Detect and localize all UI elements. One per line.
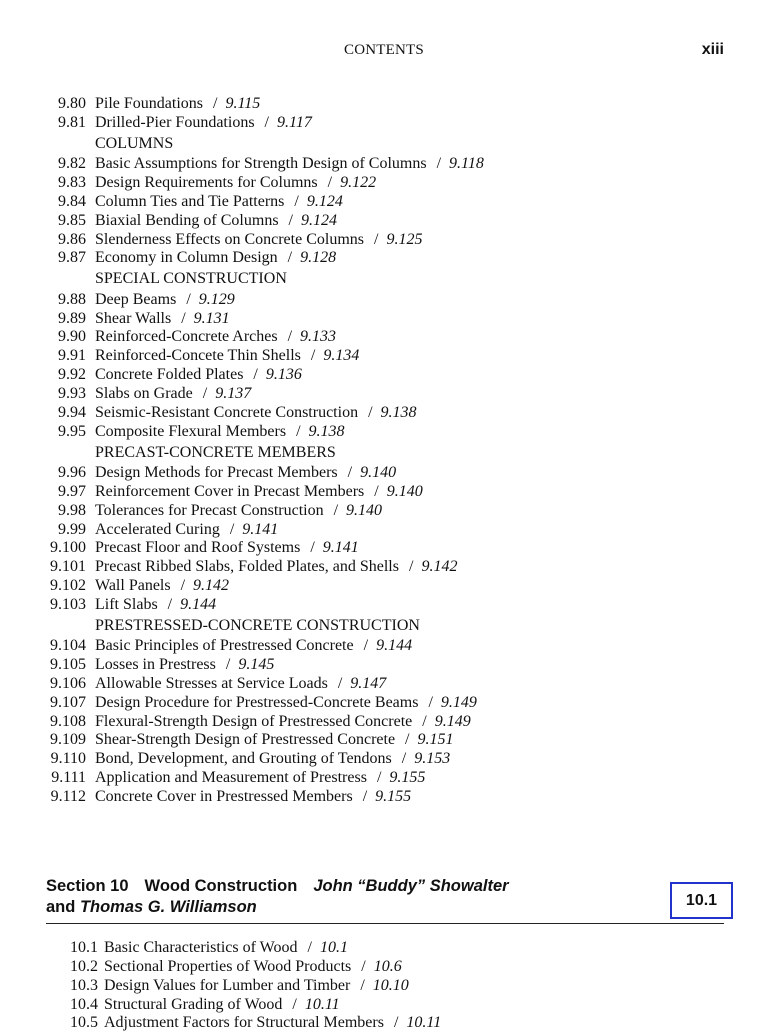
toc-entry-text [104,958,402,977]
toc-entry-text [104,996,340,1015]
toc-separator: / [337,674,343,692]
toc-entry[interactable] [0,939,768,958]
toc-entry-page: 9.134 [323,347,360,365]
toc-entry-number: 9.97 [58,482,86,500]
toc-separator: / [405,731,410,749]
toc-entry-text [95,675,386,694]
toc-entry[interactable] [0,977,768,996]
toc-entry-text [95,539,359,558]
toc-group-heading-text: SPECIAL CONSTRUCTION [95,270,287,288]
toc-entry-number: 10.4 [70,995,98,1013]
toc-entry-page: 9.155 [389,769,426,787]
toc-entry-title: Pile Foundations [95,95,204,112]
toc-entry-number: 9.98 [58,501,86,519]
toc-separator: / [307,939,312,956]
section-name: Wood Construction [144,877,298,895]
toc-entry-text [95,174,376,193]
toc-entry[interactable] [0,291,768,310]
toc-entry-number: 9.91 [58,347,86,365]
toc-separator: / [363,637,369,655]
toc-entry-text [95,502,382,521]
toc-group-heading-text: PRESTRESSED-CONCRETE CONSTRUCTION [95,616,420,634]
toc-entry-page: 9.142 [421,558,458,576]
toc-entry-page: 9.140 [346,501,383,519]
toc-entry-number: 9.94 [58,403,86,421]
toc-entry-text [95,423,345,442]
toc-entry-title: Reinforcement Cover in Precast Members [95,482,365,500]
toc-entry[interactable] [0,95,768,114]
toc-entry-number: 9.93 [58,384,86,402]
toc-separator: / [225,656,231,674]
toc-entry-text [95,713,471,732]
toc-entry-page: 9.140 [360,464,397,481]
toc-entry[interactable] [0,155,768,174]
toc-entry-number: 10.1 [70,939,98,956]
toc-entry-number: 9.108 [50,712,86,730]
toc-entry-title: Design Requirements for Columns [95,174,318,192]
toc-entry-title: Design Methods for Precast Members [95,464,338,481]
running-head: CONTENTS [344,42,424,58]
toc-separator: / [202,384,208,402]
toc-entry-page: 9.144 [180,595,217,613]
toc-entry-title: Deep Beams [95,290,177,308]
toc-entry-title: Structural Grading of Wood [104,995,283,1013]
toc-separator: / [294,192,299,210]
toc-entry-text [95,155,484,174]
toc-entry-page: 9.141 [242,520,279,538]
toc-entry-number: 9.89 [58,309,86,327]
toc-separator: / [327,174,333,192]
toc-entry-number: 9.80 [58,95,86,112]
toc-entry-title: Seismic-Resistant Concrete Construction [95,403,359,421]
toc-entry-text [95,231,422,250]
toc-entry[interactable] [0,193,768,212]
toc-entry[interactable] [0,249,768,268]
toc-entry-number: 9.104 [50,637,86,655]
toc-entry-title: Bond, Development, and Grouting of Tendons [95,750,392,768]
section-10-heading [46,876,724,918]
toc-entry-text [95,310,230,329]
toc-separator: / [287,328,293,346]
toc-entry[interactable] [0,483,768,502]
toc-entry[interactable] [0,385,768,404]
toc-entry-page: 9.115 [225,95,261,112]
toc-separator: / [310,539,315,557]
toc-entry[interactable] [0,656,768,675]
toc-entry[interactable] [0,521,768,540]
toc-entry-text [95,404,417,423]
toc-separator: / [292,995,297,1013]
toc-entry-title: Reinforced-Concrete Arches [95,328,278,346]
toc-entry[interactable] [0,694,768,713]
toc-entry-page: 9.138 [380,403,417,421]
toc-separator: / [253,366,258,384]
toc-entry-page: 9.136 [265,366,302,384]
toc-entry-page: 9.149 [434,712,471,730]
section-label: Section 10 [46,877,129,895]
toc-separator: / [436,155,442,173]
toc-entry-text [95,328,336,347]
toc-separator: / [310,347,316,365]
toc-entry-text [95,577,229,596]
toc-entry-title: Precast Floor and Roof Systems [95,539,301,557]
toc-entry-text [104,939,348,958]
section-author-1: John “Buddy” Showalter [313,877,509,895]
toc-entry-text [95,291,235,310]
toc-entry-page: 9.137 [215,384,252,402]
toc-entry-page: 9.133 [300,328,337,346]
toc-entry-number: 9.96 [58,464,86,481]
toc-entry-page: 9.122 [340,174,377,192]
toc-entry-number: 10.2 [70,957,98,975]
toc-group-heading-text: PRECAST-CONCRETE MEMBERS [95,443,336,461]
toc-entry-page: 9.149 [440,693,477,711]
toc-entry-number: 9.105 [50,656,86,674]
toc-entry-text [95,483,423,502]
toc-entry-title: Lift Slabs [95,595,158,613]
toc-separator: / [186,290,191,308]
toc-entry-title: Allowable Stresses at Service Loads [95,674,328,692]
toc-entry-page: 9.124 [301,211,337,229]
toc-separator: / [368,403,373,421]
toc-entry-text [95,95,260,114]
toc-entry-number: 10.3 [70,976,98,994]
toc-entry[interactable] [0,347,768,366]
toc-separator: / [347,464,353,481]
toc-entry[interactable] [0,114,768,133]
toc-entry-text [95,385,251,404]
toc-entry-number: 9.83 [58,174,86,192]
toc-entry-number: 9.110 [50,750,86,768]
toc-entry[interactable] [0,423,768,442]
toc-entry-title: Composite Flexural Members [95,422,287,440]
toc-separator: / [333,501,339,519]
toc-entry-page: 9.141 [322,539,359,557]
toc-entry-title: Economy in Column Design [95,249,278,267]
toc-entry-number: 9.106 [50,674,86,692]
toc-entry-number: 9.82 [58,155,86,173]
toc-entry-number: 9.100 [50,539,86,557]
toc-entry[interactable] [0,713,768,732]
toc-separator: / [167,595,173,613]
toc-entry-number: 9.85 [58,211,86,229]
toc-entry-number: 9.99 [58,520,86,538]
toc-separator: / [428,693,433,711]
toc-entry[interactable] [0,675,768,694]
toc-entry-number: 9.112 [50,788,86,805]
toc-entry-title: Drilled-Pier Foundations [95,113,255,131]
toc-entry-title: Flexural-Strength Design of Prestressed Concrete [95,712,413,730]
toc-separator: / [373,230,379,248]
toc-entry-number: 9.84 [58,192,86,210]
toc-entry-title: Adjustment Factors for Structural Members [104,1014,384,1032]
toc-separator: / [393,1014,399,1032]
toc-entry-title: Basic Characteristics of Wood [104,939,298,956]
page-header [0,41,768,61]
toc-entry-page: 9.142 [193,577,230,595]
toc-entry-text [95,637,412,656]
toc-entry-page: 9.140 [386,482,423,500]
toc-entry[interactable] [0,958,768,977]
section-page-link[interactable]: 10.1 [670,882,733,919]
toc-entry-title: Application and Measurement of Prestress [95,769,367,787]
toc-entry-title: Concrete Cover in Prestressed Members [95,788,353,805]
toc-entry[interactable] [0,212,768,231]
toc-entry-text [95,521,278,540]
toc-separator: / [287,249,293,267]
toc-group-heading [0,442,768,465]
toc-entry-title: Wall Panels [95,577,171,595]
toc-entry-title: Reinforced-Concete Thin Shells [95,347,301,365]
toc-entry-title: Precast Ribbed Slabs, Folded Plates, and Shells [95,558,399,576]
toc-entry[interactable] [0,996,768,1015]
toc-entry-title: Biaxial Bending of Columns [95,211,279,229]
toc-entry-number: 9.101 [50,558,86,576]
toc-entry-number: 9.81 [58,113,86,131]
toc-entry-number: 9.107 [50,693,86,711]
toc-entry-title: Sectional Properties of Wood Products [104,957,352,975]
toc-entry-title: Shear Walls [95,309,172,327]
toc-separator: / [181,309,186,327]
toc-entry-text [95,769,425,788]
toc-entry-title: Shear-Strength Design of Prestressed Concrete [95,731,396,749]
toc-entry-text [104,977,409,996]
toc-entry-title: Basic Principles of Prestressed Concrete [95,637,354,655]
toc-entry-text [95,193,343,212]
toc-entry[interactable] [0,366,768,385]
toc-entry-title: Accelerated Curing [95,520,220,538]
toc-entry[interactable] [0,464,768,483]
toc-entry[interactable] [0,231,768,250]
toc-entry-title: Concrete Folded Plates [95,366,244,384]
toc-entry-title: Losses in Prestress [95,656,216,674]
section-and: and [46,898,76,916]
toc-separator: / [229,520,235,538]
toc-entry-number: 9.92 [58,366,86,384]
toc-entry-page: 9.145 [238,656,275,674]
toc-entry-text [95,731,454,750]
toc-entry-title: Slabs on Grade [95,384,193,402]
toc-entry[interactable] [0,637,768,656]
toc-entry[interactable] [0,174,768,193]
toc-entry-number: 9.86 [58,230,86,248]
toc-separator: / [361,957,366,975]
toc-entry-page: 9.138 [308,422,345,440]
toc-entry-page: 9.155 [375,788,412,805]
toc-entry-text [95,347,359,366]
toc-entry-text [95,656,274,675]
toc-group-heading [0,615,768,638]
toc-entry-text [95,366,302,385]
toc-entry[interactable] [0,539,768,558]
toc-entry-number: 9.103 [50,595,86,613]
toc-entry-text [95,249,336,268]
toc-entry-title: Design Values for Lumber and Timber [104,976,351,994]
toc-entry[interactable] [0,502,768,521]
toc-entry-title: Column Ties and Tie Patterns [95,192,285,210]
toc-entry-text [95,694,477,713]
toc-separator: / [213,95,218,112]
toc-entry[interactable] [0,404,768,423]
toc-separator: / [422,712,427,730]
toc-entry[interactable] [0,577,768,596]
toc-entry-page: 9.128 [300,249,337,267]
toc-entry-title: Slenderness Effects on Concrete Columns [95,230,364,248]
toc-group-heading [0,268,768,291]
toc-entry-text [95,212,337,231]
section-divider [46,923,724,924]
toc-separator: / [296,422,301,440]
toc-entry[interactable] [0,750,768,769]
toc-entry-number: 10.5 [70,1014,98,1032]
toc-separator: / [360,976,365,994]
toc-entry-page: 9.125 [386,230,423,248]
toc-entry-page: 9.117 [277,113,312,131]
toc-entry-page: 9.147 [350,674,387,692]
toc-separator: / [408,558,414,576]
toc-separator: / [288,211,293,229]
toc-entry-page: 9.129 [198,290,235,308]
toc-group-heading [0,133,768,156]
toc-entry-text [95,750,450,769]
toc-separator: / [264,113,269,131]
toc-entry-text [95,558,457,577]
toc-entry[interactable] [0,769,768,788]
toc-entry-page: 10.11 [406,1014,442,1032]
toc-entry-number: 9.88 [58,290,86,308]
page-number: xiii [701,41,724,58]
toc-entry-title: Design Procedure for Prestressed-Concrete Beams [95,693,419,711]
toc-entry-title: Basic Assumptions for Strength Design of Columns [95,155,427,173]
toc-entry-page: 10.1 [319,939,348,956]
toc-entry-text [95,464,396,483]
toc-entry[interactable] [0,788,768,807]
toc-entry-number: 9.102 [50,577,86,595]
table-of-contents [0,95,768,807]
toc-entry-page: 9.124 [306,192,343,210]
toc-entry-title: Tolerances for Precast Construction [95,501,324,519]
toc-entry-page: 9.151 [417,731,454,749]
section-author-2: Thomas G. Williamson [79,898,257,916]
toc-separator: / [374,482,379,500]
toc-entry-page: 9.144 [376,637,413,655]
toc-entry-text [95,596,216,615]
toc-entry-page: 10.11 [304,995,340,1013]
toc-entry-page: 9.153 [414,750,451,768]
toc-entry-text [95,788,411,807]
toc-entry-number: 9.111 [51,769,86,787]
toc-entry-page: 10.6 [373,957,402,975]
toc-entry-number: 9.90 [58,328,86,346]
toc-entry-page: 10.10 [372,976,409,994]
toc-entry-number: 9.109 [50,731,86,749]
toc-entry-page: 9.131 [193,309,230,327]
toc-separator: / [362,788,368,805]
toc-separator: / [180,577,186,595]
section-title [46,876,724,918]
toc-entry-number: 9.95 [58,422,86,440]
section-10-contents [0,939,768,1033]
toc-entry[interactable] [0,731,768,750]
toc-group-heading-text: COLUMNS [95,134,174,152]
toc-entry[interactable] [0,558,768,577]
toc-separator: / [376,769,382,787]
toc-entry-text [95,114,312,133]
toc-separator: / [401,750,407,768]
toc-entry[interactable] [0,596,768,615]
toc-entry[interactable] [0,328,768,347]
toc-entry-page: 9.118 [449,155,484,173]
toc-entry[interactable] [0,310,768,329]
toc-entry-number: 9.87 [58,249,86,267]
